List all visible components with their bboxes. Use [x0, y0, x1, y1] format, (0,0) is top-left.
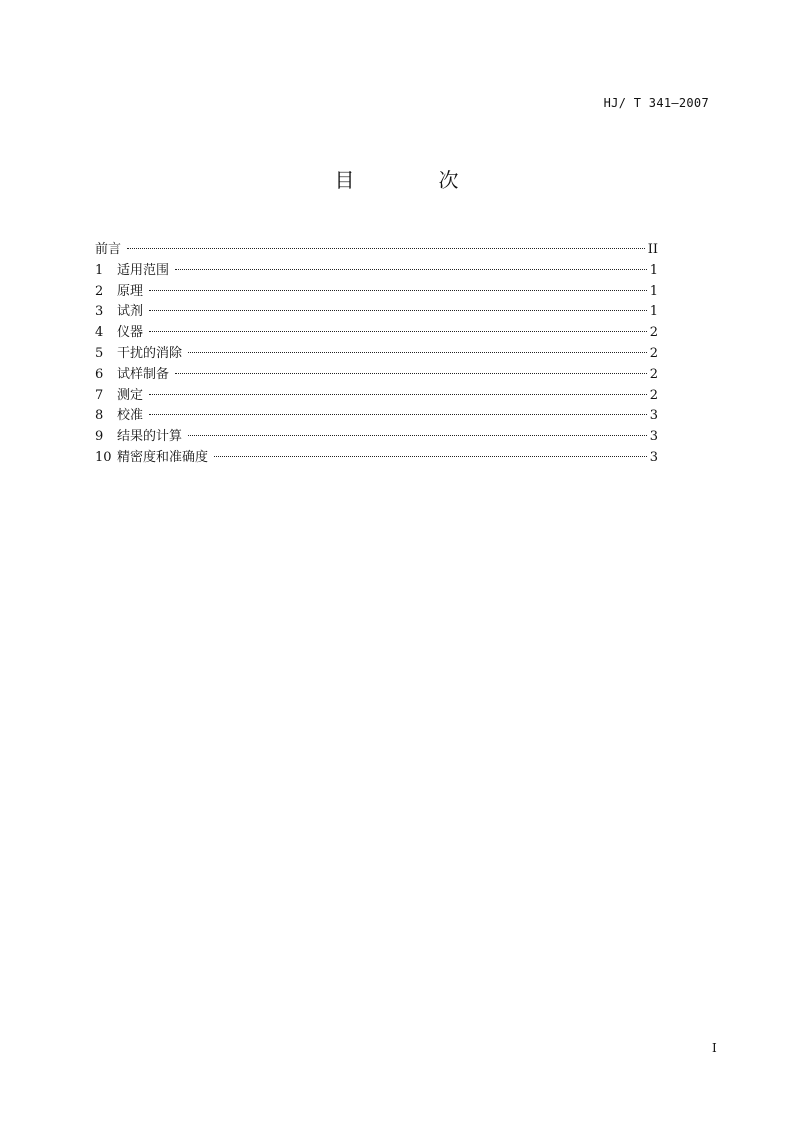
page-number: I [712, 1041, 717, 1055]
toc-entry-number: 5 [95, 345, 104, 361]
toc-entry-label: 结果的计算 [117, 429, 183, 445]
toc-entry-label: 干扰的消除 [117, 345, 183, 361]
dot-leader [149, 310, 647, 311]
toc-entry-label: 仪器 [117, 325, 144, 341]
toc-entry-number: 2 [95, 283, 104, 299]
toc-entry-page: 1 [649, 304, 658, 320]
toc-entry-number: 8 [95, 408, 104, 424]
toc-entry-6[interactable] [95, 365, 658, 386]
toc-entry-9[interactable] [95, 427, 658, 448]
toc-entry-number: 10 [95, 449, 112, 465]
page-title [0, 164, 793, 193]
dot-leader [149, 290, 647, 291]
toc-entry-page: 3 [649, 408, 658, 424]
document-code: HJ/ T 341—2007 [603, 96, 709, 110]
toc-entry-page: 2 [649, 366, 658, 382]
toc-entry-7[interactable] [95, 386, 658, 407]
table-of-contents [95, 240, 658, 469]
toc-entry-page: 3 [649, 429, 658, 445]
toc-entry-4[interactable] [95, 323, 658, 344]
dot-leader [188, 435, 647, 436]
toc-entry-label: 精密度和准确度 [117, 449, 209, 465]
toc-entry-10[interactable] [95, 448, 658, 469]
toc-entry-page: 2 [649, 387, 658, 403]
toc-entry-label: 试剂 [117, 304, 144, 320]
toc-entry-label: 校准 [117, 408, 144, 424]
toc-entry-page: 2 [649, 325, 658, 341]
dot-leader [188, 352, 647, 353]
toc-entry-foreword[interactable] [95, 240, 658, 261]
dot-leader [149, 331, 647, 332]
toc-entry-number: 9 [95, 429, 104, 445]
dot-leader [175, 373, 647, 374]
title-char-1: 目 [334, 168, 355, 192]
toc-entry-number: 3 [95, 304, 104, 320]
toc-entry-number: 1 [95, 262, 104, 278]
toc-entry-5[interactable] [95, 344, 658, 365]
dot-leader [214, 456, 647, 457]
toc-entry-label: 试样制备 [117, 366, 170, 382]
toc-entry-label: 测定 [117, 387, 144, 403]
dot-leader [149, 394, 647, 395]
toc-entry-label: 原理 [117, 283, 144, 299]
toc-entry-label: 前言 [95, 242, 122, 257]
toc-entry-page: 1 [649, 283, 658, 299]
toc-entry-page: II [647, 242, 658, 257]
toc-entry-page: 3 [649, 449, 658, 465]
toc-entry-number: 4 [95, 325, 104, 341]
dot-leader [127, 248, 645, 249]
toc-entry-1[interactable] [95, 261, 658, 282]
toc-entry-label: 适用范围 [117, 262, 170, 278]
toc-entry-page: 2 [649, 345, 658, 361]
toc-entry-8[interactable] [95, 406, 658, 427]
toc-entry-2[interactable] [95, 282, 658, 303]
dot-leader [149, 414, 647, 415]
toc-entry-number: 7 [95, 387, 104, 403]
toc-entry-3[interactable] [95, 302, 658, 323]
title-char-2: 次 [438, 168, 459, 192]
toc-entry-page: 1 [649, 262, 658, 278]
toc-entry-number: 6 [95, 366, 104, 382]
dot-leader [175, 269, 647, 270]
